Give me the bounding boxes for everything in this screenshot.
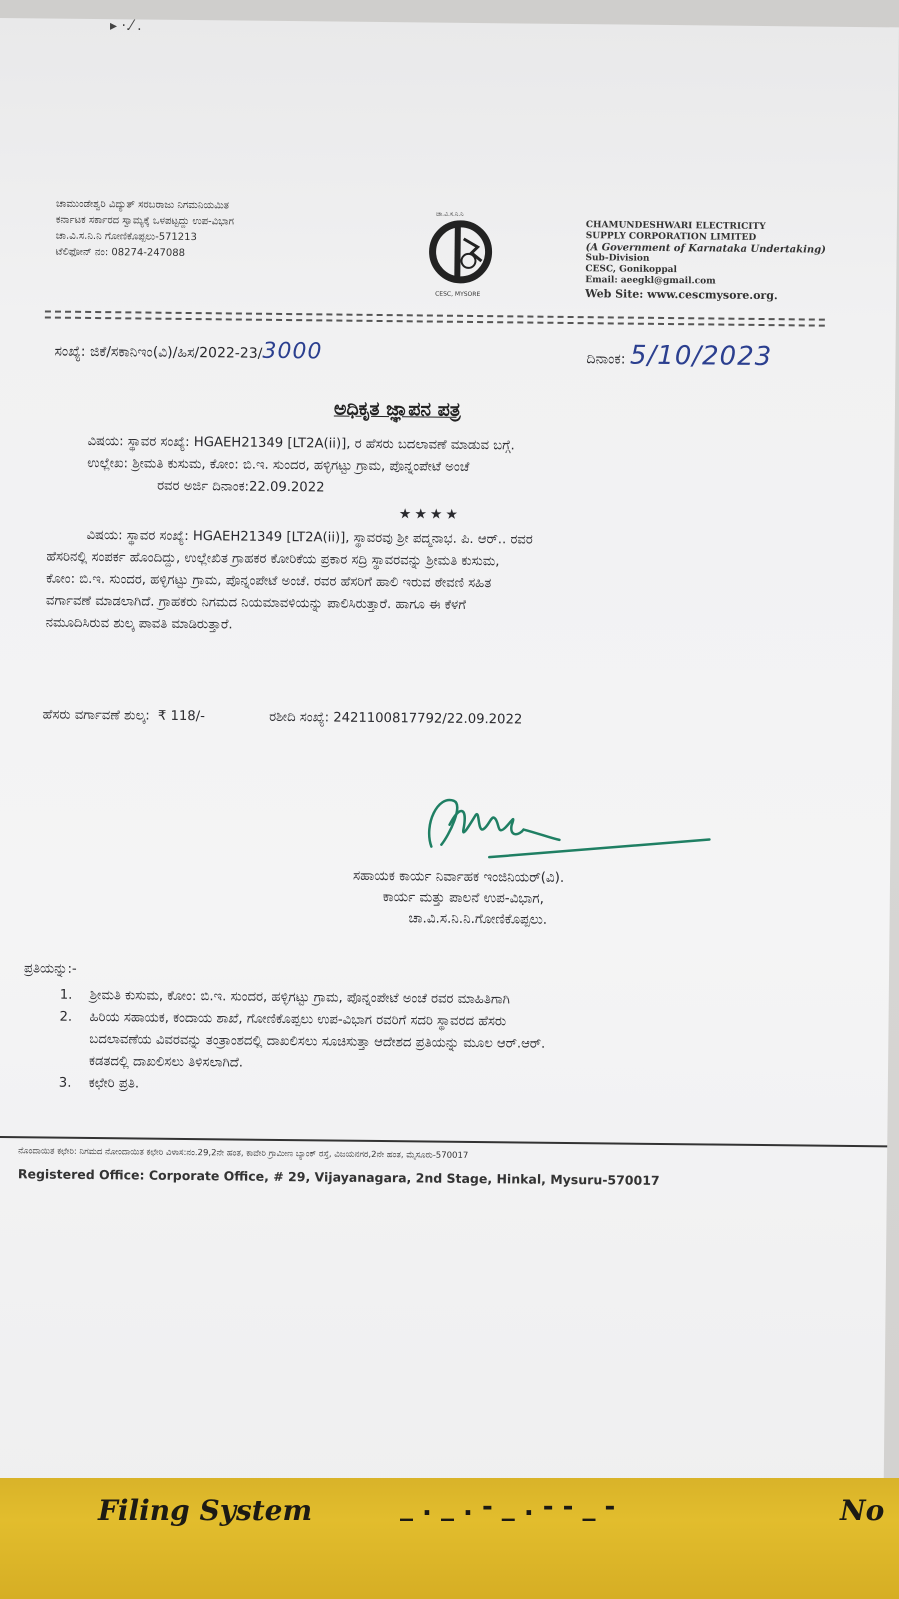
kannada-header	[55, 197, 234, 263]
document-title: ಅಧಿಕೃತ ಜ್ಞಾಪನ ಪತ್ರ	[333, 397, 461, 421]
footer-english: Registered Office: Corporate Office, # 29, Vijayanagara, 2nd Stage, Hinkal, Mysuru-570017	[17, 1166, 660, 1188]
fee-line	[43, 704, 523, 731]
paper-edge-marks: ▸ ·.⁄ .	[110, 18, 142, 34]
english-header	[585, 220, 826, 302]
office-name: CESC, Gonikoppal	[585, 264, 677, 276]
body-paragraph	[46, 525, 533, 640]
footer-divider	[0, 1136, 887, 1147]
body-line: ನಮೂದಿಸಿರುವ ಶುಲ್ಕ ಪಾವತಿ ಮಾಡಿರುತ್ತಾರೆ.	[45, 615, 233, 633]
copies-list	[59, 985, 546, 1100]
cesc-logo	[427, 218, 494, 289]
email-line: Email: aeegkl@gmail.com	[585, 275, 716, 287]
filing-folder	[0, 1478, 899, 1599]
cesc-logo-icon	[427, 218, 494, 289]
kannada-header-line: ಚಾ.ವಿ.ಸ.ನಿ.ನಿ ಗೋಣಿಕೊಪ್ಪಲು-571213	[55, 230, 197, 244]
copy-item	[59, 1073, 545, 1100]
body-line: ವರ್ಗಾವಣೆ ಮಾಡಲಾಗಿದೆ. ಗ್ರಾಹಕರು ನಿಗಮದ ನಿಯಮಾವಳಿಯನ್ನು ಪಾಲಿಸಿರುತ್ತಾರೆ. ಹಾಗೂ ಈ ಕೆಳಗೆ	[45, 593, 466, 613]
logo-bottom-text: CESC, MYSORE	[435, 290, 481, 299]
website-line: Web Site: www.cescmysore.org.	[585, 287, 778, 303]
signatory-division: ಕಾರ್ಯ ಮತ್ತು ಪಾಲನೆ ಉಪ-ವಿಭಾಗ,	[382, 889, 545, 907]
reference-number	[54, 337, 322, 365]
copy-item-number: 2.	[59, 1009, 73, 1025]
sub-division: Sub-Division	[585, 253, 650, 264]
body-line: ಕೋಂ: ಬಿ.ಇ. ಸುಂದರ, ಹಳ್ಳಿಗಟ್ಟು ಗ್ರಾಮ, ಪೊನ್ನಂಪೇಟೆ ಅಂಚೆ. ರವರ ಹೆಸರಿಗೆ ಹಾಲಿ ಇರುವ ಠೇವಣಿ ಸಹಿತ	[46, 571, 492, 592]
signatory-block	[352, 866, 564, 931]
signature	[419, 784, 720, 867]
kannada-header-line: ಕರ್ನಾಟಕ ಸರ್ಕಾರದ ಸ್ವಾಮ್ಯಕ್ಕೆ ಒಳಪಟ್ಟದ್ದು ಉಪ-ವಿಭಾಗ	[55, 214, 234, 228]
filing-dashes: _ . _ . - _ . - - _ -	[400, 1492, 616, 1522]
footer-kannada: ನೊಂದಾಯಿತ ಕಛೇರಿ: ನಿಗಮದ ನೋಂದಾಯಿತ ಕಛೇರಿ ವಿಳಾಸ:ನಂ.29,2ನೇ ಹಂತ, ಕಾವೇರಿ ಗ್ರಾಮೀಣ ಬ್ಯಾಂಕ್ ರಸ್ತೆ, ವಿಜಯನಗರ,2ನೇ ಹಂತ, ಮೈಸೂರು-570017	[18, 1146, 469, 1161]
copy-item-text: ಶ್ರೀಮತಿ ಕುಸುಮ, ಕೋಂ: ಬಿ.ಇ. ಸುಂದರ, ಹಳ್ಳಿಗಟ್ಟು ಗ್ರಾಮ, ಪೊನ್ನಂಪೇಟೆ ಅಂಚೆ ರವರ ಮಾಹಿತಿಗಾಗಿ	[89, 987, 510, 1008]
logo-top-text: ಚಾ.ವಿ.ಸ.ನಿ.ನಿ	[435, 210, 464, 218]
date-label: ದಿನಾಂಕ:	[586, 351, 626, 368]
copies-heading: ಪ್ರತಿಯನ್ನು:-	[23, 961, 77, 977]
reference-line-cont: ರವರ ಅರ್ಜಿ ದಿನಾಂಕ:22.09.2022	[157, 478, 325, 496]
subject-block	[87, 431, 515, 501]
filing-system-label: Filing System	[98, 1494, 313, 1527]
body-line: ಹೆಸರಿನಲ್ಲಿ ಸಂಪರ್ಕ ಹೊಂದಿದ್ದು, ಉಲ್ಲೇಖಿತ ಗ್ರಾಹಕರ ಕೋರಿಕೆಯ ಪ್ರಕಾರ ಸದ್ರಿ ಸ್ಥಾವರವನ್ನು ಶ್ರೀಮತಿ ಕುಸುಮ,	[46, 549, 500, 570]
copy-item-number: 1.	[59, 987, 73, 1003]
fee-amount: ₹ 118/-	[157, 708, 205, 725]
separator-stars: ★★★★	[398, 506, 462, 523]
date-handwritten: 5/10/2023	[629, 340, 773, 373]
body-line: ವಿಷಯ: ಸ್ಥಾವರ ಸಂಖ್ಯೆ: HGAEH21349 [LT2A(ii)], ಸ್ಥಾವರವು ಶ್ರೀ ಪದ್ಮನಾಭ. ಪಿ. ಆರ್.. ರವರ	[86, 527, 533, 548]
receipt-number: ರಶೀದಿ ಸಂಖ್ಯೆ: 2421100817792/22.09.2022	[269, 709, 523, 728]
kannada-header-line: ಟೆಲಿಫೋನ್ ನಂ: 08274-247088	[55, 246, 186, 259]
copy-item-text: ಹಿರಿಯ ಸಹಾಯಕ, ಕಂದಾಯ ಶಾಖೆ, ಗೋಣಿಕೊಪ್ಪಲು ಉಪ-ವಿಭಾಗ ರವರಿಗೆ ಸದರಿ ಸ್ಥಾವರದ ಹೆಸರು	[89, 1009, 507, 1030]
date-field	[586, 340, 772, 372]
header-divider	[45, 310, 825, 326]
kannada-header-line: ಚಾಮುಂಡೇಶ್ವರಿ ವಿದ್ಯುತ್ ಸರಬರಾಜು ನಿಗಮನಿಯಮಿತ	[55, 198, 230, 212]
copy-item-text: ಕಡತದಲ್ಲಿ ದಾಖಲಿಸಲು ತಿಳಿಸಲಾಗಿದೆ.	[88, 1053, 244, 1071]
copy-item-number: 3.	[58, 1075, 72, 1091]
filing-right-text: No	[840, 1494, 885, 1527]
copy-item-text: ಬದಲಾವಣೆಯ ವಿವರವನ್ನು ತಂತ್ರಾಂಶದಲ್ಲಿ ದಾಖಲಿಸಲು ಸೂಚಿಸುತ್ತಾ ಆದೇಶದ ಪ್ರತಿಯನ್ನು ಮೂಲ ಆರ್.ಆರ್.	[89, 1031, 546, 1052]
company-name-line2: SUPPLY CORPORATION LIMITED	[585, 231, 757, 243]
document-page	[0, 18, 899, 1517]
signatory-office: ಚಾ.ವಿ.ಸ.ನಿ.ನಿ.ಗೋಣಿಕೊಪ್ಪಲು.	[408, 910, 548, 928]
company-name-line1: CHAMUNDESHWARI ELECTRICITY	[585, 220, 766, 233]
copy-item-text: ಕಛೇರಿ ಪ್ರತಿ.	[88, 1075, 140, 1092]
reference-number-handwritten: 3000	[262, 338, 323, 365]
fee-label: ಹೆಸರು ವರ್ಗಾವಣೆ ಶುಲ್ಕ:	[42, 707, 150, 724]
reference-line: ಉಲ್ಲೇಖ: ಶ್ರೀಮತಿ ಕುಸುಮ, ಕೋಂ: ಬಿ.ಇ. ಸುಂದರ, ಹಳ್ಳಿಗಟ್ಟು ಗ್ರಾಮ, ಪೊನ್ನಂಪೇಟೆ ಅಂಚೆ	[87, 455, 470, 475]
government-undertaking: (A Government of Karnataka Undertaking)	[585, 242, 826, 256]
subject-line: ವಿಷಯ: ಸ್ಥಾವರ ಸಂಖ್ಯೆ: HGAEH21349 [LT2A(ii)], ರ ಹೆಸರು ಬದಲಾವಣೆ ಮಾಡುವ ಬಗ್ಗೆ.	[87, 433, 515, 454]
reference-number-label: ಸಂಖ್ಯೆ: ಜಿಕೆ/ಸಕಾನಿಇಂ(ವಿ)/ಹಿಸ/2022-23/	[54, 343, 263, 362]
signatory-designation: ಸಹಾಯಕ ಕಾರ್ಯ ನಿರ್ವಾಹಕ ಇಂಜಿನಿಯರ್(ವಿ).	[352, 867, 565, 886]
signature-scribble-icon	[419, 784, 720, 867]
